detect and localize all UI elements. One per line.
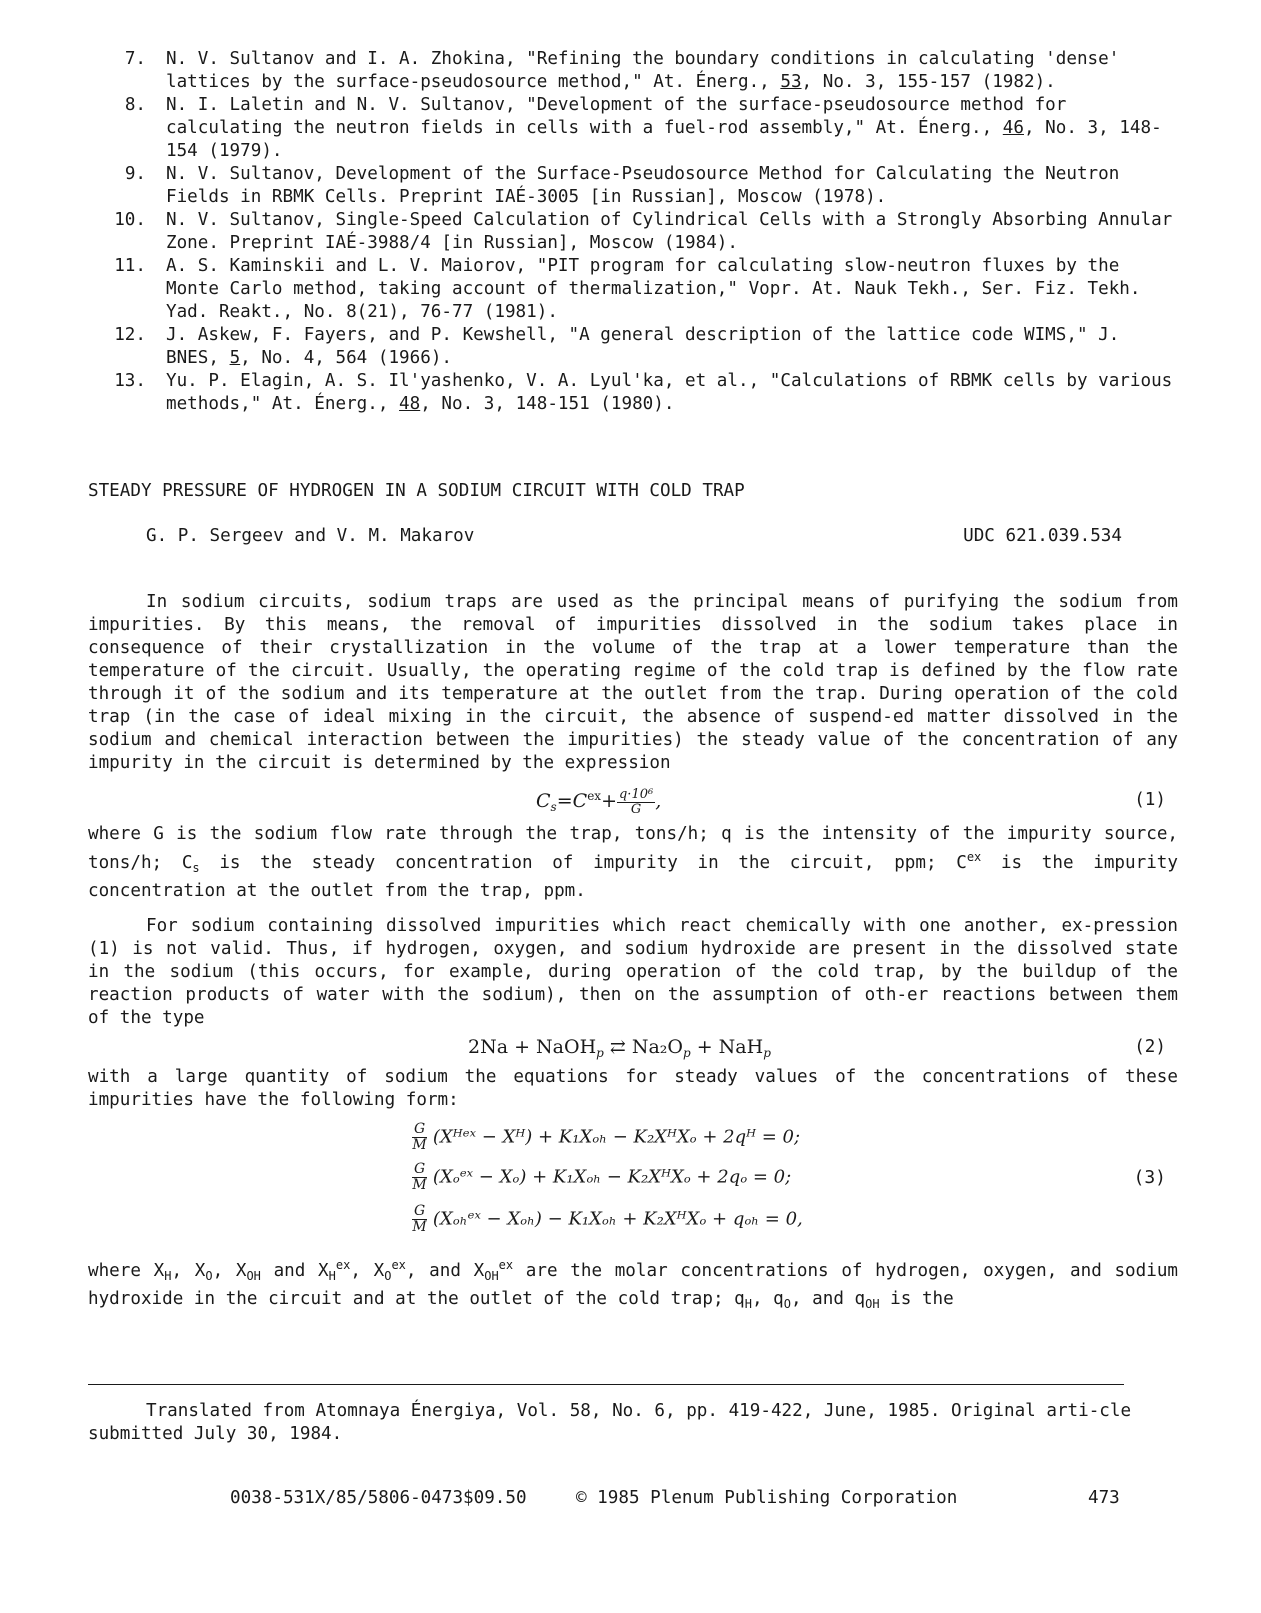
paragraph-definitions: where G is the sodium flow rate through the trap, tons/h; q is the intensity of the impurity source, tons/h; $C_s$ is the steady concentration of impurity in the circuit, ppm; $C^{ex}$ is the impurity concentration at the outlet from the trap, ppm. — [88, 824, 1178, 901]
paragraph-reactions: For sodium containing dissolved impurities which react chemically with one another, ex-pression (1) is not valid. Thus, if hydrogen, oxygen, and sodium hydroxide are present in the dissolved state in the sodium (this occurs, for example, during operation of the cold trap, by the buildup of the reaction products of water with the sodium), then on the assumption of oth-er reactions between them of the type — [88, 916, 1178, 1028]
reference-list — [88, 48, 1178, 416]
translation-footnote: Translated from Atomnaya Énergiya, Vol. 58, No. 6, pp. 419-422, June, 1985. Original arti-cle submitted July 30, 1984. — [88, 1401, 1132, 1444]
reference-text: N. V. Sultanov, Development of the Surface-Pseudosource Method for Calculating the Neutron Fields in RBMK Cells. Preprint IAÉ-3005 [in Russian], Moscow (1978). — [166, 164, 1120, 207]
reference-number: 11. — [114, 256, 146, 276]
reference-number: 13. — [114, 371, 146, 391]
page-number: 473 — [1088, 1488, 1120, 1508]
equation-number: (2) — [1134, 1037, 1166, 1057]
equation-2 — [88, 1030, 1178, 1066]
equation-3-line: $\frac{G}{M}$ (Xₒₕᵉˣ − Xₒₕ) − K₁Xₒₕ + K₂XᴴXₒ + qₒₕ = 0, — [412, 1203, 803, 1235]
reference-text: J. Askew, F. Fayers, and P. Kewshell, "A general description of the lattice code WIMS," J. BNES, 5, No. 4, 564 (1966). — [166, 325, 1120, 368]
reference-item — [88, 209, 1178, 255]
reference-text: Yu. P. Elagin, A. S. Il'yashenko, V. A. Lyul'ka, et al., "Calculations of RBMK cells by various methods," At. Énerg., 48, No. 3, 148-151 (1980). — [166, 371, 1173, 414]
article-authors: G. P. Sergeev and V. M. Makarov — [146, 526, 475, 546]
reference-item — [88, 370, 1178, 416]
paragraph-intro: In sodium circuits, sodium traps are used as the principal means of purifying the sodium from impurities. By this means, the removal of impurities dissolved in the sodium takes place in consequence of their crystallization in the volume of the trap at a lower temperature than the temperature of the circuit. Usually, the operating regime of the cold trap is defined by the flow rate through it of the sodium and its temperature at the outlet from the trap. During operation of the cold trap (in the case of ideal mixing in the circuit, the absence of suspend-ed matter dissolved in the sodium and chemical interaction between the impurities) the steady value of the concentration of any impurity in the circuit is determined by the expression — [88, 592, 1178, 773]
equation-2-expression: 2Na + NaOH$_p$ ⇄ $Na_2O_p + NaH_p$ — [468, 1036, 771, 1060]
reference-text: A. S. Kaminskii and L. V. Maiorov, "PIT program for calculating slow-neutron fluxes by the Monte Carlo method, taking account of thermalization," Vopr. At. Nauk Tekh., Ser. Fiz. Tekh. Yad. Reakt., No. 8(21), 76-77 (1981). — [166, 256, 1141, 322]
copyright-notice: © 1985 Plenum Publishing Corporation — [576, 1488, 958, 1508]
udc-code: UDC 621.039.534 — [963, 526, 1122, 546]
equation-1 — [88, 779, 1178, 823]
reference-number: 10. — [114, 210, 146, 230]
reference-item — [88, 163, 1178, 209]
byline — [88, 525, 1178, 548]
reference-text: N. V. Sultanov, Single-Speed Calculation of Cylindrical Cells with a Strongly Absorbing Annular Zone. Preprint IAÉ-3988/4 [in Russian], Moscow (1984). — [166, 210, 1173, 253]
equation-number: (1) — [1134, 790, 1166, 810]
reference-number: 7. — [124, 49, 146, 69]
reference-item — [88, 48, 1178, 94]
equation-1-expression: $C_s=C^{ex}+$ $\frac{\text{q·10⁶}}{G}$ , — [536, 786, 662, 817]
fraction: $\frac{\text{q·10⁶}}{G}$ — [618, 786, 654, 817]
reference-text: N. V. Sultanov and I. A. Zhokina, "Refining the boundary conditions in calculating 'dense' lattices by the surface-pseudosource method," At. Énerg., 53, No. 3, 155-157 (1982). — [166, 49, 1120, 92]
equation-3-line: $\frac{G}{M}$ (Xᴴᵉˣ − Xᴴ) + K₁Xₒₕ − K₂XᴴXₒ + 2qᴴ = 0; — [412, 1121, 801, 1153]
reference-item — [88, 94, 1178, 163]
equation-3-line: $\frac{G}{M}$ (Xₒᵉˣ − Xₒ) + K₁Xₒₕ − K₂XᴴXₒ + 2qₒ = 0; — [412, 1161, 792, 1193]
reference-number: 8. — [124, 95, 146, 115]
reference-text: N. I. Laletin and N. V. Sultanov, "Development of the surface-pseudosource method for calculating the neutron fields in cells with a fuel-rod assembly," At. Énerg., 46, No. 3, 148-154 (1979). — [166, 95, 1162, 161]
paragraph-steady-values: with a large quantity of sodium the equations for steady values of the concentrations of these impurities have the following form: — [88, 1067, 1178, 1110]
reference-number: 9. — [124, 164, 146, 184]
equation-number: (3) — [1133, 1167, 1166, 1188]
paragraph-notation: where $X_H$, $X_O$, $X_{OH}$ and $X_H^{ex}$, $X_O^{ex}$, and $X_{OH}^{ex}$ are the molar concentrations of hydrogen, oxygen, and sodium hydroxide in the circuit and at the outlet of the cold trap; $q_H$, $q_O$, and $q_{OH}$ is the — [88, 1258, 1179, 1311]
article-title: STEADY PRESSURE OF HYDROGEN IN A SODIUM CIRCUIT WITH COLD TRAP — [88, 481, 745, 501]
reference-item — [88, 255, 1178, 324]
reference-number: 12. — [114, 325, 146, 345]
footnote-divider — [88, 1384, 1124, 1385]
page-content — [88, 48, 1178, 1316]
reference-item — [88, 324, 1178, 370]
publication-code: 0038-531X/85/5806-0473$09.50 — [230, 1488, 527, 1508]
equation-3-system — [88, 1122, 1178, 1254]
